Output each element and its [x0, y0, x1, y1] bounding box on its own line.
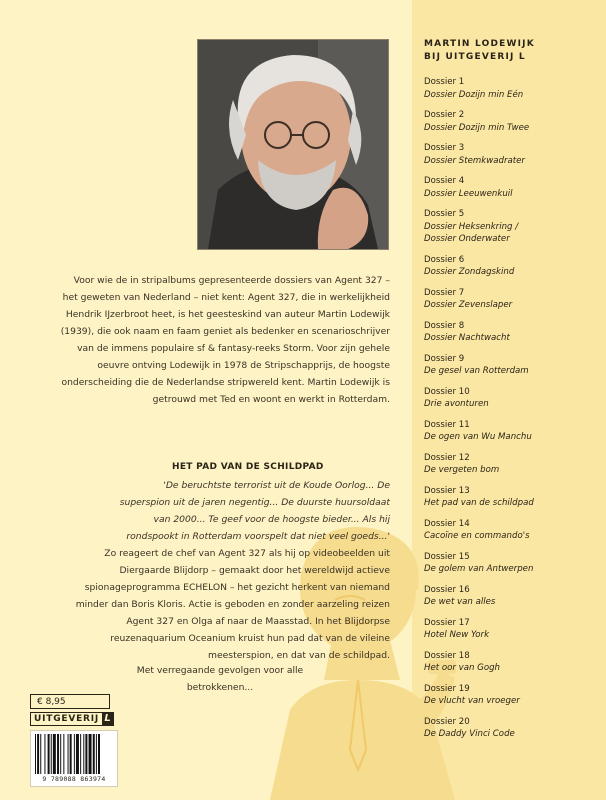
dossier-title: De wet van alles	[424, 597, 496, 607]
dossier-title: De vergeten bom	[424, 465, 500, 475]
dossier-number: Dossier 16	[424, 584, 470, 595]
dossier-number: Dossier 19	[424, 683, 470, 694]
dossier-title: Cacoïne en commando's	[424, 531, 530, 541]
dossier-number: Dossier 9	[424, 353, 465, 364]
dossier-title: Drie avonturen	[424, 399, 489, 409]
dossier-number: Dossier 18	[424, 650, 470, 661]
series-list-heading	[424, 38, 535, 64]
dossier-item	[424, 386, 604, 411]
story-synopsis: Zo reageert de chef van Agent 327 als hij op videobeelden uit Diergaarde Blijdorp – gemaakt door het wereldwijd actieve spionageprogramma ECHELON – het gezicht herkent van niemand minder dan Boris Kloris. Actie is geboden en zonder aarzeling reizen Agent 327 en Olga af naar de Maasstad. In het Blijdorpse reuzenaquarium Oceanium kruist hun pad dat van de vileine meesterspion, en dat van de schildpad.	[75, 548, 390, 661]
story-closing: Met verregaande gevolgen voor alle betrokkenen...	[136, 665, 304, 693]
series-heading-line-2: BIJ UITGEVERIJ L	[424, 52, 526, 62]
dossier-number: Dossier 15	[424, 551, 470, 562]
dossier-number: Dossier 4	[424, 176, 465, 186]
dossier-item	[424, 650, 604, 675]
dossier-number: Dossier 1	[424, 77, 465, 87]
dossier-item	[424, 485, 604, 510]
dossier-number: Dossier 8	[424, 320, 465, 331]
story-title: HET PAD VAN DE SCHILDPAD	[172, 462, 324, 472]
dossier-item	[424, 142, 604, 167]
dossier-item	[424, 419, 604, 444]
dossier-item	[424, 208, 604, 246]
author-biography: Voor wie de in stripalbums gepresenteerde dossiers van Agent 327 – het geweten van Nederland – niet kent: Agent 327, die in werkelijkheid Hendrik IJzerbroot heet, is het geesteskind van auteur Martin Lodewijk (1939), die ook naam en faam geniet als bedenker en scenarioschrijver van de immens populaire sf & fantasy-reeks Storm. Voor zijn gehele oeuvre ontving Lodewijk in 1978 de Stripschapprijs, de hoogste onderscheiding die de Nederlandse stripwereld kent. Martin Lodewijk is getrouwd met Ted en woont en werkt in Rotterdam.	[60, 275, 390, 405]
barcode	[30, 730, 118, 787]
dossier-number: Dossier 5	[424, 209, 465, 219]
dossier-number: Dossier 13	[424, 485, 470, 496]
dossier-item	[424, 109, 604, 134]
dossier-number: Dossier 20	[424, 716, 470, 727]
dossier-title: De Daddy Vinci Code	[424, 729, 515, 739]
dossier-item	[424, 683, 604, 708]
dossier-item	[424, 617, 604, 642]
dossier-number: Dossier 6	[424, 254, 465, 265]
dossier-title-continued: Dossier Onderwater	[424, 234, 510, 244]
dossier-title: Dossier Stemkwadrater	[424, 155, 525, 166]
dossier-number: Dossier 12	[424, 452, 470, 463]
dossier-title: Dossier Dozijn min Twee	[424, 122, 530, 133]
dossier-item	[424, 716, 604, 741]
dossier-number: Dossier 3	[424, 143, 465, 153]
dossier-title: De gesel van Rotterdam	[424, 366, 529, 376]
dossier-title: Dossier Nachtwacht	[424, 333, 510, 343]
dossier-title: Dossier Zevenslaper	[424, 300, 513, 310]
isbn-number: 9 789088 863974	[42, 775, 106, 783]
publisher-mark: L	[102, 713, 113, 725]
dossier-number: Dossier 17	[424, 617, 470, 628]
dossier-title: Dossier Heksenkring /	[424, 221, 519, 232]
dossier-number: Dossier 7	[424, 287, 465, 298]
dossier-title: De vlucht van vroeger	[424, 696, 520, 706]
dossier-title: De ogen van Wu Manchu	[424, 432, 532, 442]
dossier-item	[424, 175, 604, 200]
publisher-logo	[30, 712, 114, 726]
dossier-number: Dossier 10	[424, 386, 470, 397]
dossier-title: Dossier Zondagskind	[424, 267, 515, 277]
dossier-item	[424, 320, 604, 345]
dossier-number: Dossier 14	[424, 518, 470, 529]
dossier-item	[424, 518, 604, 543]
dossier-item	[424, 551, 604, 576]
story-quote: 'De beruchtste terrorist uit de Koude Oorlog... De superspion uit de jaren negentig... De duurste huursoldaat van 2000... Te geef voor de hoogste bieder... Als hij rondspookt in Rotterdam voorspelt dat niet veel goeds...'	[119, 480, 390, 542]
dossier-title: Dossier Leeuwenkuil	[424, 188, 513, 199]
dossier-title: Dossier Dozijn min Eén	[424, 89, 524, 100]
dossier-item	[424, 76, 604, 101]
dossier-item	[424, 353, 604, 378]
dossier-title: Het pad van de schildpad	[424, 498, 534, 508]
dossier-item	[424, 287, 604, 312]
dossier-list	[424, 76, 604, 749]
barcode-bars	[35, 734, 113, 774]
series-heading-line-1: MARTIN LODEWIJK	[424, 39, 535, 49]
author-photo	[197, 39, 389, 250]
dossier-title: Hotel New York	[424, 630, 490, 640]
dossier-item	[424, 452, 604, 477]
dossier-title: Het oor van Gogh	[424, 663, 500, 673]
price-label: € 8,95	[30, 694, 110, 709]
dossier-item	[424, 254, 604, 279]
dossier-number: Dossier 2	[424, 110, 465, 120]
dossier-item	[424, 584, 604, 609]
dossier-title: De golem van Antwerpen	[424, 564, 534, 574]
dossier-number: Dossier 11	[424, 419, 470, 430]
publisher-name: UITGEVERIJ	[34, 714, 100, 724]
